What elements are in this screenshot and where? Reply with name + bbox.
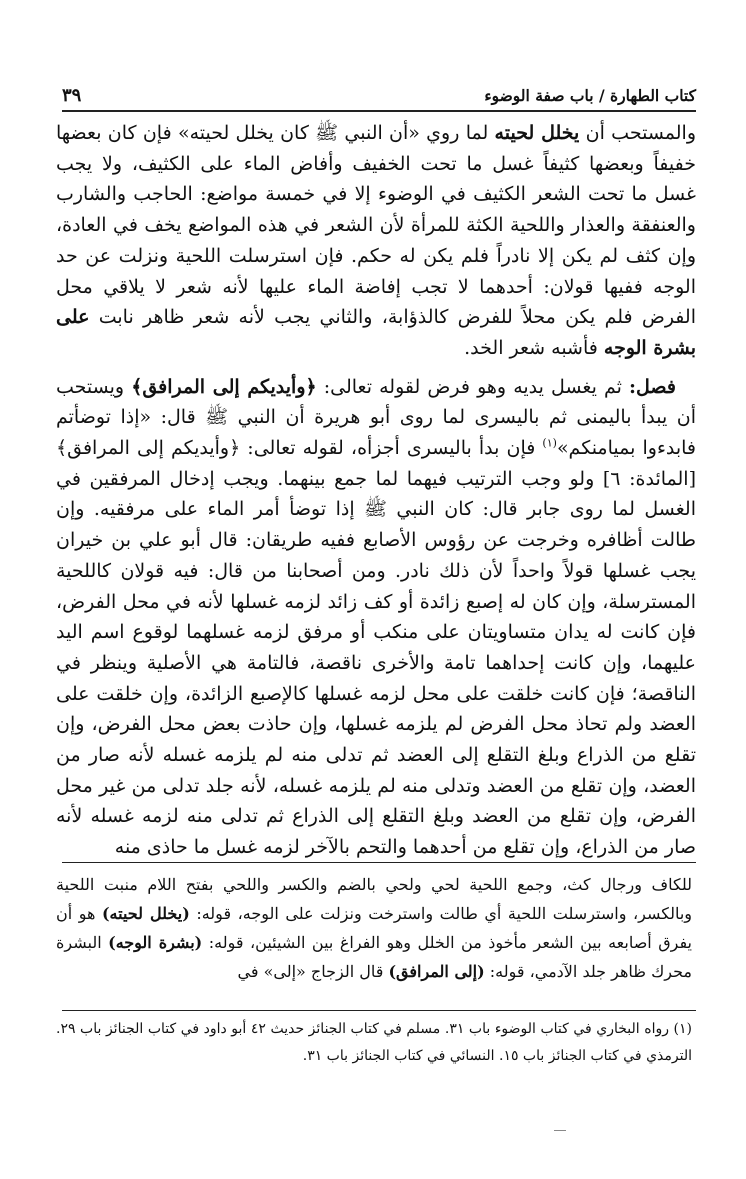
footnote-marker[interactable]: (١) (542, 436, 557, 450)
footnote-rule (62, 1010, 696, 1011)
text-run: فإن بدأ باليسرى أجزأه، لقوله تعالى: ﴿وأيديكم إلى المرافق﴾ [المائدة: ٦] ولو وجب الترتيب فيهما لما جمع بينهما. ويجب إدخال المرفقين في الغسل لما روى جابر قال: كان النبي ﷺ إذا توضأ أمر الماء على مرفقيه. وإن طالت أظافره وخرجت عن رؤوس الأصابع ففيه طريقان: قال أبو علي بن خيران يجب غسلها قولاً واحداً لأن ذلك نادر. ومن أصحابنا من قال: فيه قولان كاللحية المسترسلة، وإن كان له إصبع زائدة أو كف زائد لزمه غسلها لأنه في محل الفرض، فإن كانت له يدان متساويتان على منكب أو مرفق لزمه غسلهما لوقوع اسم اليد عليهما، وإن كانت إحداهما تامة والأخرى ناقصة، فالتامة هي الأصلية وينظر في الناقصة؛ فإن كانت خلقت على محل لزمه غسلها كالإصبع الزائدة، وإن خلقت على العضد ولم تحاذ محل الفرض لم يلزمه غسلها، وإن حاذت بعض محل الفرض، وإن تقلع من الذراع وبلغ التقلع إلى العضد ثم تدلى منه لم يلزمه غسله لأنه صار من العضد، وإن تقلع من العضد وتدلى منه لم يلزمه غسله، لأنه جلد تدلى من غير محل الفرض، وإن تقلع من العضد وبلغ التقلع إلى الذراع ثم تدلى منه لزمه غسله لأنه صار من الذراع، وإن تقلع من أحدهما والتحم بالآخر لزمه غسل ما حاذى منه (56, 437, 696, 859)
paragraph-hands (56, 372, 696, 863)
paragraph-beard (56, 118, 696, 364)
text-run: والمستحب أن (579, 122, 696, 144)
text-run: لما روي «أن النبي ﷺ كان يخلل لحيته» فإن كان بعضها خفيفاً وبعضها كثيفاً غسل ما تحت الخفيف وأفاض الماء على الكثيف، ولا يجب غسل ما تحت الشعر الكثيف في الوضوء إلا في خمسة مواضع: الحاجب والشارب والعنفقة والعذار واللحية الكثة للمرأة لأن الشعر في هذه المواضع يخف في العادة، وإن كثف لم يكن إلا نادراً فلم يكن له حكم. فإن استرسلت اللحية ونزلت عن حد الوجه ففيها قولان: أحدهما لا تجب إفاضة الماء عليها لأنه شعر لا يلاقي محل الفرض فلم يكن محلاً للفرض كالذؤابة، والثاني يجب لأنه شعر ظاهر نابت (56, 122, 696, 329)
bold-term: (إلى المرافق) (388, 962, 485, 981)
text-run: قال الزجاج «إلى» في (237, 962, 389, 981)
commentary-rule (62, 862, 696, 863)
bold-term: على بشرة الوجه (56, 306, 696, 359)
running-header (62, 82, 696, 108)
text-run: ويستحب أن يبدأ باليمنى ثم باليسرى لما روى أبو هريرة أن النبي ﷺ قال: «إذا توضأتم فابدءوا بميامنكم» (56, 375, 697, 460)
text-run: هو أن يفرق أصابعه بين الشعر مأخوذ من الخلل وهو الفراغ بين الشيئين، قوله: (56, 904, 693, 952)
page-mark (554, 1130, 566, 1131)
text-run: ثم يغسل يديه وهو فرض لقوله تعالى: (316, 375, 630, 398)
quran-verse: ﴿وأيديكم إلى المرافق﴾ (131, 375, 317, 398)
text-run: فأشبه شعر الخد. (464, 336, 604, 359)
bold-term: يخلل لحيته (494, 122, 580, 144)
page-number: ٣٩ (62, 84, 82, 106)
chapter-title: كتاب الطهارة / باب صفة الوضوء (484, 85, 696, 105)
header-rule (62, 110, 696, 112)
bold-term: (بشرة الوجه) (108, 933, 203, 952)
text-run: البشرة محرك ظاهر جلد الآدمي، قوله: (56, 933, 692, 981)
main-text (56, 118, 696, 863)
text-run: للكاف ورجال كث، وجمع اللحية لحي ولحي بالضم والكسر واللحي بفتح اللام منبت اللحية وبالكسر، واسترسلت اللحية أي طالت واسترخت ونزلت على الوجه، قوله: (56, 875, 693, 923)
section-label: فصل: (629, 375, 676, 398)
bold-term: (يخلل لحيته) (101, 904, 190, 923)
footnote-text: (١) رواه البخاري في كتاب الوضوء باب ٣١. مسلم في كتاب الجنائز حديث ٤٢ أبو داود في كتاب الجنائز باب ٢٩. الترمذي في كتاب الجنائز باب ١٥. النسائي في كتاب الجنائز باب ٣١. (56, 1021, 692, 1064)
commentary-text (56, 870, 692, 986)
